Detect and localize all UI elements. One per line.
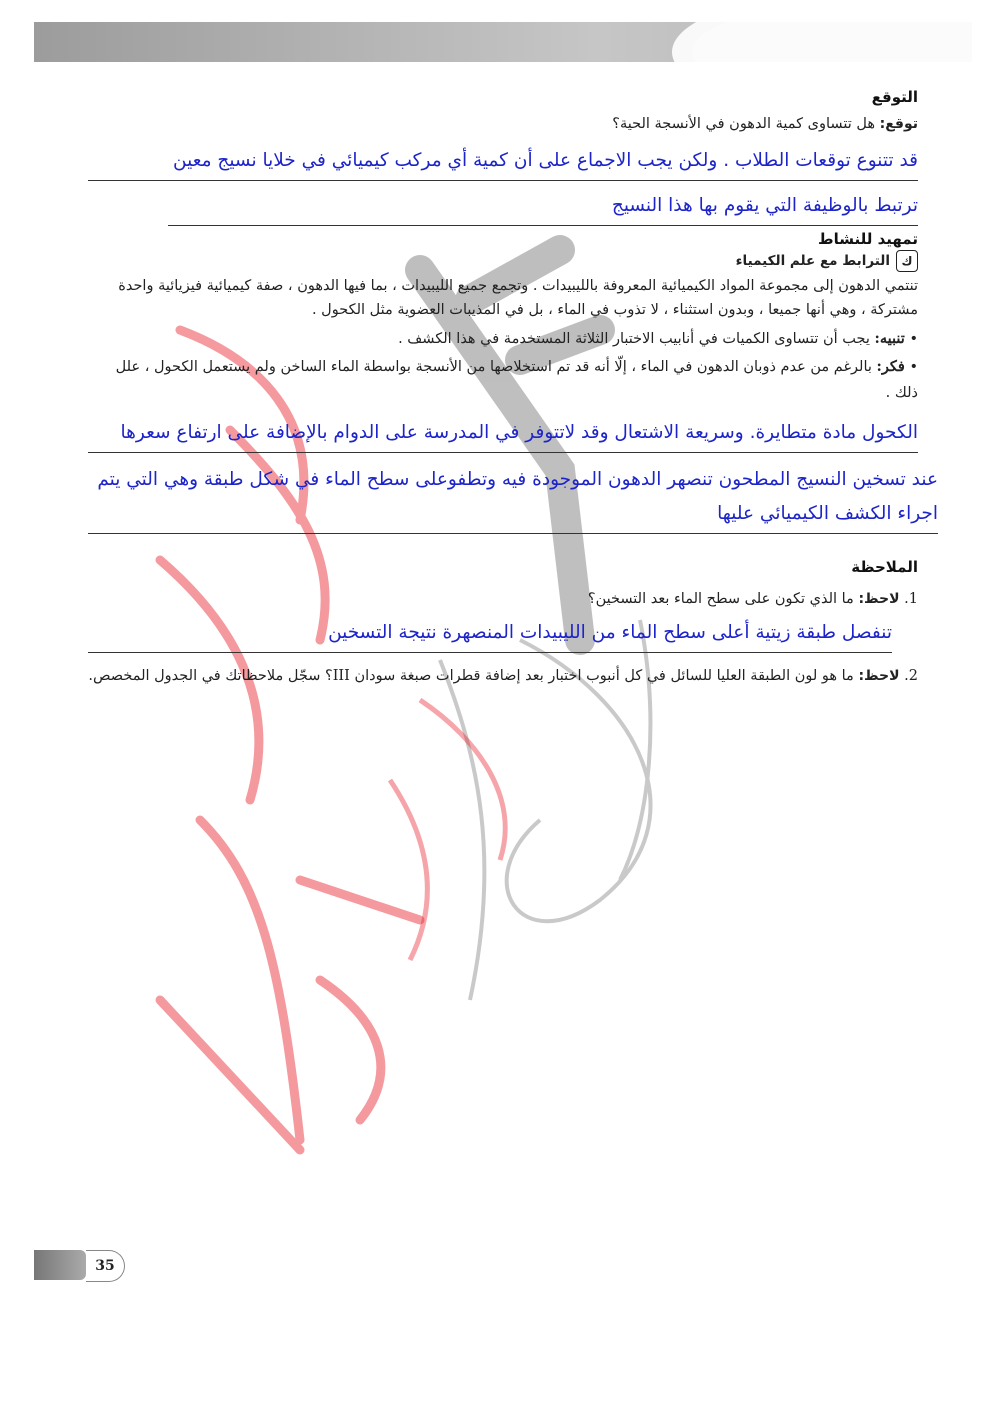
observe-q2-number: 2. [904, 668, 918, 684]
note-text: يجب أن تتساوى الكميات في أنابيب الاختبار الثلاثة المستخدمة في هذا الكشف . [398, 331, 870, 347]
observe-q2 [88, 663, 918, 689]
observe-q1 [88, 586, 918, 612]
predict-answer-line2: ترتبط بالوظيفة التي يقوم بها هذا النسيج [168, 189, 918, 226]
prep-heading: تمهيد للنشاط [818, 230, 918, 248]
predict-label: توقع: [879, 116, 918, 132]
predict-heading: التوقع [871, 88, 918, 106]
observe-q1-label: لاحظ: [858, 591, 900, 607]
footer-tab [34, 1250, 86, 1280]
prep-paragraph: تنتمي الدهون إلى مجموعة المواد الكيميائية المعروفة بالليبيدات . وتجمع جميع الليبيدات ، بما فيها الدهون ، صفة كيميائية فيزيائية واحدة مشتركة ، وهي أنها جميعا ، وبدون استثناء ، لا تذوب في الماء ، بل في المذيبات العضوية مثل الكحول . [118, 278, 918, 318]
note-item [88, 326, 918, 352]
think-item [88, 354, 918, 406]
header-curve-highlight [672, 22, 972, 62]
observe-heading: الملاحظة [851, 558, 918, 576]
bullet-icon: • [909, 331, 918, 347]
observe-q1-answer: تنفصل طبقة زيتية أعلى سطح الماء من الليبيدات المنصهرة نتيجة التسخين [88, 616, 892, 653]
page-number: 35 [86, 1250, 125, 1282]
chemistry-connection-title: الترابط مع علم الكيمياء [735, 253, 890, 269]
observe-q2-text: ما هو لون الطبقة العليا للسائل في كل أنبوب اختبار بعد إضافة قطرات صبغة سودان III؟ سجّل ملاحظاتك في الجدول المخصص. [88, 668, 854, 684]
think-answer2: عند تسخين النسيج المطحون تنصهر الدهون الموجودة فيه وتطفوعلى سطح الماء في شكل طبقة وهي التي يتم اجراء الكشف الكيميائي عليها [88, 463, 938, 534]
think-answer1: الكحول مادة متطايرة. وسريعة الاشتعال وقد لاتتوفر في المدرسة على الدوام بالإضافة على ارتفاع سعرها [88, 416, 918, 453]
chemistry-connection-icon: ك [896, 250, 918, 272]
header-band [34, 22, 972, 62]
predict-question-text: هل تتساوى كمية الدهون في الأنسجة الحية؟ [612, 116, 876, 132]
think-label: فكر: [876, 358, 905, 375]
think-text: بالرغم من عدم ذوبان الدهون في الماء ، إلّا أنه قد تم استخلاصها من الأنسجة بواسطة الماء الساخن ولم يستعمل الكحول ، علل ذلك . [115, 359, 918, 401]
observe-q2-label: لاحظ: [858, 668, 900, 684]
chemistry-connection [88, 250, 918, 272]
bullet-icon: • [909, 359, 918, 375]
observe-q1-number: 1. [904, 591, 918, 607]
observe-q1-text: ما الذي تكون على سطح الماء بعد التسخين؟ [587, 591, 854, 607]
content [88, 88, 938, 689]
predict-answer-line1: قد تتنوع توقعات الطلاب . ولكن يجب الاجماع على أن كمية أي مركب كيميائي في خلايا نسيج معين [88, 144, 918, 181]
note-label: تنبيه: [874, 330, 905, 347]
predict-question [88, 112, 918, 136]
